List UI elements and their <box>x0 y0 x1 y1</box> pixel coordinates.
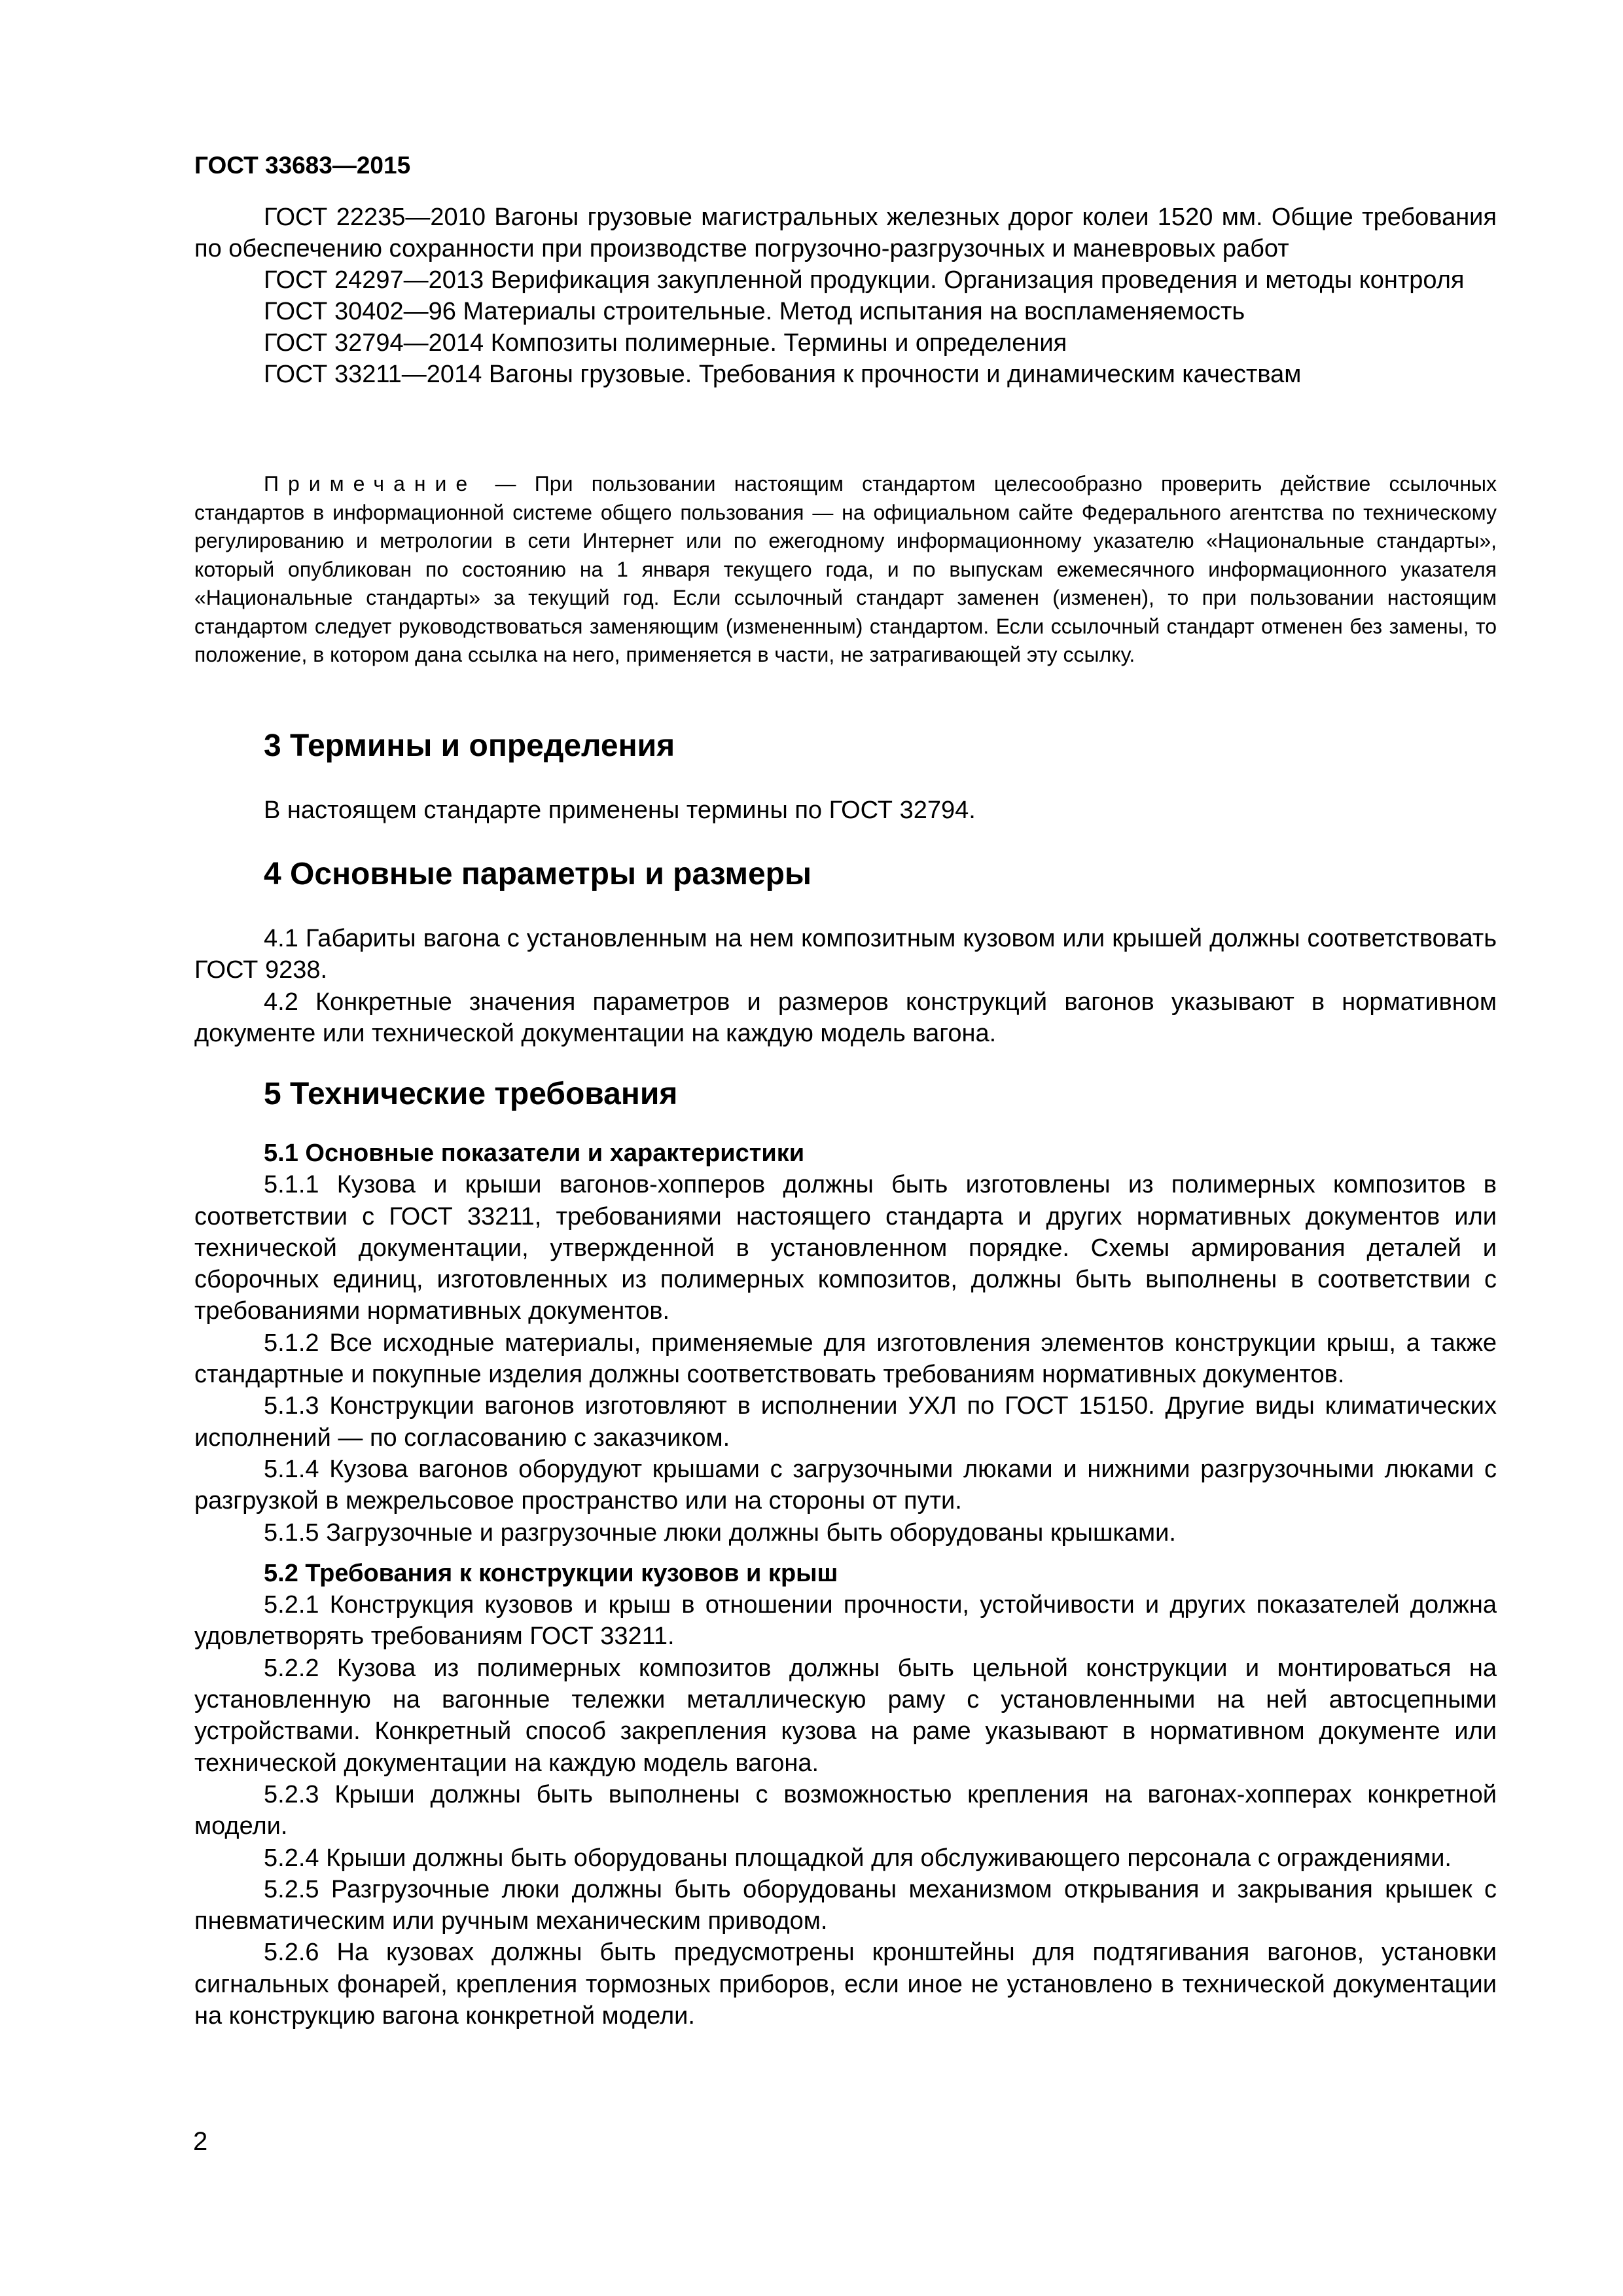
references-list <box>194 202 1497 390</box>
section-3-body <box>194 795 1497 826</box>
reference-item: ГОСТ 33211—2014 Вагоны грузовые. Требования к прочности и динамическим качествам <box>264 361 1302 388</box>
note-block <box>194 470 1497 670</box>
paragraph: 5.2.1 Конструкция кузовов и крыш в отношении прочности, устойчивости и других показателей должна удовлетворять требованиям ГОСТ 33211. <box>194 1591 1497 1651</box>
paragraph: В настоящем стандарте применены термины по ГОСТ 32794. <box>264 797 976 824</box>
paragraph: 5.1.2 Все исходные материалы, применяемые для изготовления элементов конструкции крыш, а также стандартные и покупные изделия должны соответствовать требованиям нормативных документов. <box>194 1329 1497 1389</box>
reference-item: ГОСТ 24297—2013 Верификация закупленной продукции. Организация проведения и методы контроля <box>264 266 1465 294</box>
subsection-5-2-title: 5.2 Требования к конструкции кузовов и крыш <box>264 1559 838 1587</box>
reference-item: ГОСТ 22235—2010 Вагоны грузовые магистральных железных дорог колеи 1520 мм. Общие требования по обеспечению сохранности при производстве погрузочно-разгрузочных и маневровых работ <box>194 204 1497 262</box>
paragraph: 5.1.4 Кузова вагонов оборудуют крышами с загрузочными люками и нижними разгрузочными люками с разгрузкой в межрельсовое пространство или на стороны от пути. <box>194 1455 1497 1515</box>
paragraph: 5.1.3 Конструкции вагонов изготовляют в исполнении УХЛ по ГОСТ 15150. Другие виды климатических исполнений — по согласованию с заказчиком. <box>194 1392 1497 1452</box>
section-3-title: 3 Термины и определения <box>264 728 675 763</box>
paragraph: 5.2.4 Крыши должны быть оборудованы площадкой для обслуживающего персонала с ограждениями. <box>264 1844 1452 1872</box>
document-header: ГОСТ 33683—2015 <box>194 152 411 179</box>
section-4-body <box>194 923 1497 1049</box>
reference-item: ГОСТ 30402—96 Материалы строительные. Метод испытания на воспламеняемость <box>264 298 1245 325</box>
paragraph: 5.2.2 Кузова из полимерных композитов должны быть цельной конструкции и монтироваться на установленную на вагонные тележки металлическую раму с установленными на ней автосцепными устройствами. Конкретный способ закрепления кузова на раме указывают в нормативном документе или технической документации на каждую модель вагона. <box>194 1654 1497 1777</box>
subsection-5-1-title: 5.1 Основные показатели и характеристики <box>264 1139 805 1167</box>
page-number: 2 <box>193 2127 208 2156</box>
paragraph: 4.2 Конкретные значения параметров и размеров конструкций вагонов указывают в нормативном документе или технической документации на каждую модель вагона. <box>194 988 1497 1047</box>
section-4-title: 4 Основные параметры и размеры <box>264 857 812 891</box>
paragraph: 5.2.6 На кузовах должны быть предусмотрены кронштейны для подтягивания вагонов, установки сигнальных фонарей, крепления тормозных приборов, если иное не установлено в технической документации на конструкцию вагона конкретной модели. <box>194 1939 1497 2030</box>
paragraph: 5.1.5 Загрузочные и разгрузочные люки должны быть оборудованы крышками. <box>264 1518 1176 1547</box>
reference-item: ГОСТ 32794—2014 Композиты полимерные. Термины и определения <box>264 329 1067 357</box>
section-5-title: 5 Технические требования <box>264 1077 678 1111</box>
paragraph: 5.2.3 Крыши должны быть выполнены с возможностью крепления на вагонах-хопперах конкретной модели. <box>194 1780 1497 1840</box>
section-5-body <box>194 1138 1497 2032</box>
note-text: — При пользовании настоящим стандартом целесообразно проверить действие ссылочных стандартов в информационной системе общего пользования — на официальном сайте Федерального агентства по техническому регулированию и метрологии в сети Интернет или по ежегодному информационному указателю «Национальные стандарты», который опубликован по состоянию на 1 января текущего года, и по выпускам ежемесячного информационного указателя «Национальные стандарты» за текущий год. Если ссылочный стандарт заменен (изменен), то при пользовании настоящим стандартом следует руководствоваться заменяющим (измененным) стандартом. Если ссылочный стандарт отменен без замены, то положение, в котором дана ссылка на него, применяется в части, не затрагивающей эту ссылку. <box>194 472 1497 666</box>
paragraph: 5.2.5 Разгрузочные люки должны быть оборудованы механизмом открывания и закрывания крышек с пневматическим или ручным механическим приводом. <box>194 1875 1497 1935</box>
paragraph: 5.1.1 Кузова и крыши вагонов-хопперов должны быть изготовлены из полимерных композитов в соответствии с ГОСТ 33211, требованиями настоящего стандарта и других нормативных документов или технической документации, утвержденной в установленном порядке. Схемы армирования деталей и сборочных единиц, изготовленных из полимерных композитов, должны быть выполнены в соответствии с требованиями нормативных документов. <box>194 1171 1497 1325</box>
note-label: Примечание <box>264 472 477 495</box>
paragraph: 4.1 Габариты вагона с установленным на нем композитным кузовом или крышей должны соответствовать ГОСТ 9238. <box>194 925 1497 984</box>
